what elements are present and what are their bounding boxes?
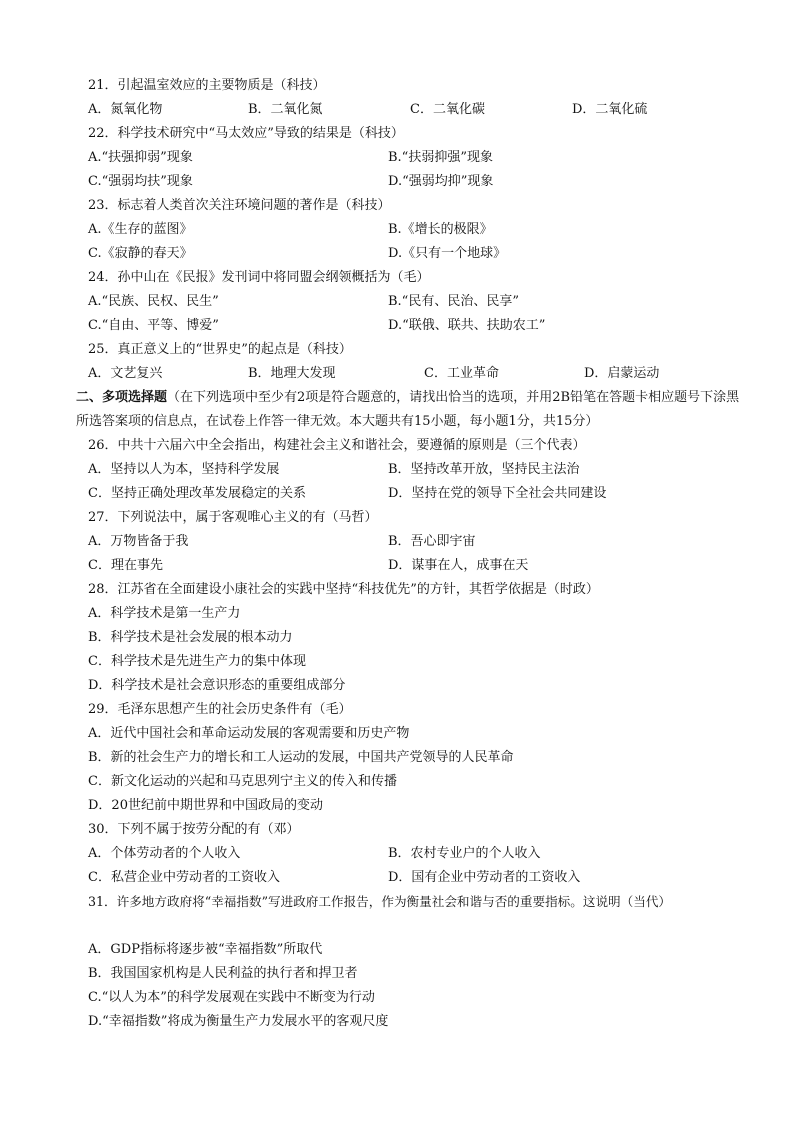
question-31-option-c bbox=[88, 986, 748, 1010]
option-c: C．科学技术是先进生产力的集中体现 bbox=[88, 654, 306, 669]
question-24-options-row2 bbox=[88, 314, 748, 338]
question-22-options-row1 bbox=[88, 146, 748, 170]
option-b: B．坚持改革开放，坚持民主法治 bbox=[388, 462, 580, 477]
question-28-option-d bbox=[88, 674, 748, 698]
question-26-options-row2 bbox=[88, 482, 748, 506]
option-b: B．新的社会生产力的增长和工人运动的发展，中国共产党领导的人民革命 bbox=[88, 750, 514, 765]
question-26-options-row1 bbox=[88, 458, 748, 482]
question-29-option-a bbox=[88, 722, 748, 746]
question-stem: 26．中共十六届六中全会指出，构建社会主义和谐社会，要遵循的原则是（三个代表） bbox=[88, 438, 586, 453]
option-c: C．工业革命 bbox=[424, 366, 499, 381]
question-22-options-row2 bbox=[88, 170, 748, 194]
option-a: A.“民族、民权、民生” bbox=[88, 294, 219, 309]
question-30-options-row2 bbox=[88, 866, 748, 890]
question-31-option-a bbox=[88, 938, 748, 962]
option-c: C．理在事先 bbox=[88, 558, 163, 573]
question-30-stem bbox=[88, 818, 748, 842]
blank-line bbox=[88, 914, 748, 938]
option-a: A．万物皆备于我 bbox=[88, 534, 189, 549]
question-23-options-row1 bbox=[88, 218, 748, 242]
question-30-options-row1 bbox=[88, 842, 748, 866]
option-a: A.《生存的蓝图》 bbox=[88, 222, 193, 237]
question-29-option-c bbox=[88, 770, 748, 794]
option-b: B．吾心即宇宙 bbox=[388, 534, 476, 549]
question-27-options-row1 bbox=[88, 530, 748, 554]
option-d: D．二氧化硫 bbox=[572, 102, 648, 117]
option-d: D．国有企业中劳动者的工资收入 bbox=[388, 870, 581, 885]
option-d: D.“强弱均抑”现象 bbox=[388, 174, 494, 189]
option-c: C.“强弱均扶”现象 bbox=[88, 174, 193, 189]
question-25-stem bbox=[88, 338, 748, 362]
option-b: B.“民有、民治、民享” bbox=[388, 294, 519, 309]
option-c: C．新文化运动的兴起和马克思列宁主义的传入和传播 bbox=[88, 774, 397, 789]
option-c: C．私营企业中劳动者的工资收入 bbox=[88, 870, 280, 885]
option-d: D.“联俄、联共、扶助农工” bbox=[388, 318, 546, 333]
option-d: D．科学技术是社会意识形态的重要组成部分 bbox=[88, 678, 346, 693]
question-stem: 25．真正意义上的“世界史”的起点是（科技） bbox=[88, 342, 352, 357]
section-instructions: （在下列选项中至少有2项是符合题意的，请找出恰当的选项，并用2B铅笔在答题卡相应题号下涂黑所选答案项的信息点，在试卷上作答一律无效。本大题共有15小题，每小题1分，共15分） bbox=[76, 390, 740, 429]
question-29-option-d bbox=[88, 794, 748, 818]
question-stem: 30．下列不属于按劳分配的有（邓） bbox=[88, 822, 300, 837]
option-b: B．地理大发现 bbox=[248, 366, 336, 381]
section-title: 二、多项选择题 bbox=[76, 390, 168, 405]
option-c: C．二氧化碳 bbox=[410, 102, 485, 117]
question-28-option-c bbox=[88, 650, 748, 674]
option-a: A．科学技术是第一生产力 bbox=[88, 606, 241, 621]
question-24-stem bbox=[88, 266, 748, 290]
option-a: A．个体劳动者的个人收入 bbox=[88, 846, 241, 861]
question-28-option-b bbox=[88, 626, 748, 650]
question-24-options-row1 bbox=[88, 290, 748, 314]
question-26-stem bbox=[88, 434, 748, 458]
question-27-options-row2 bbox=[88, 554, 748, 578]
option-c: C.“以人为本”的科学发展观在实践中不断变为行动 bbox=[88, 990, 375, 1005]
option-b: B．二氧化氮 bbox=[248, 102, 323, 117]
section-header bbox=[76, 386, 748, 434]
option-c: C.《寂静的春天》 bbox=[88, 246, 193, 261]
option-b: B.“扶弱抑强”现象 bbox=[388, 150, 493, 165]
option-a: A．近代中国社会和革命运动发展的客观需要和历史产物 bbox=[88, 726, 410, 741]
question-stem: 31．许多地方政府将“幸福指数”写进政府工作报告，作为衡量社会和谐与否的重要指标。这说明（当代） bbox=[88, 894, 672, 909]
option-a: A．GDP指标将逐步被“幸福指数”所取代 bbox=[88, 942, 323, 957]
question-23-stem bbox=[88, 194, 748, 218]
option-b: B．科学技术是社会发展的根本动力 bbox=[88, 630, 293, 645]
option-d: D.“幸福指数”将成为衡量生产力发展水平的客观尺度 bbox=[88, 1014, 389, 1029]
question-21-options bbox=[88, 98, 748, 122]
option-d: D．坚持在党的领导下全社会共同建设 bbox=[388, 486, 607, 501]
question-25-options bbox=[88, 362, 748, 386]
question-27-stem bbox=[88, 506, 748, 530]
option-c: C．坚持正确处理改革发展稳定的关系 bbox=[88, 486, 306, 501]
question-stem: 28．江苏省在全面建设小康社会的实践中坚持“科技优先”的方针，其哲学依据是（时政） bbox=[88, 582, 599, 597]
option-a: A．氮氧化物 bbox=[88, 102, 163, 117]
question-stem: 23．标志着人类首次关注环境问题的著作是（科技） bbox=[88, 198, 391, 213]
question-31-stem bbox=[88, 890, 748, 914]
option-d: D．20世纪前中期世界和中国政局的变动 bbox=[88, 798, 323, 813]
option-a: A．文艺复兴 bbox=[88, 366, 163, 381]
question-31-option-d bbox=[88, 1010, 748, 1034]
option-c: C.“自由、平等、博爱” bbox=[88, 318, 219, 333]
question-stem: 24．孙中山在《民报》发刊词中将同盟会纲领概括为（毛） bbox=[88, 270, 430, 285]
question-29-stem bbox=[88, 698, 748, 722]
option-d: D．谋事在人，成事在天 bbox=[388, 558, 529, 573]
option-d: D.《只有一个地球》 bbox=[388, 246, 507, 261]
option-d: D．启蒙运动 bbox=[584, 366, 660, 381]
question-22-stem bbox=[88, 122, 748, 146]
question-28-option-a bbox=[88, 602, 748, 626]
question-stem: 22．科学技术研究中“马太效应”导致的结果是（科技） bbox=[88, 126, 404, 141]
option-b: B.《增长的极限》 bbox=[388, 222, 493, 237]
question-29-option-b bbox=[88, 746, 748, 770]
option-a: A.“扶强抑弱”现象 bbox=[88, 150, 193, 165]
question-stem: 29．毛泽东思想产生的社会历史条件有（毛） bbox=[88, 702, 352, 717]
exam-content bbox=[76, 74, 748, 1034]
question-stem: 27．下列说法中，属于客观唯心主义的有（马哲） bbox=[88, 510, 378, 525]
question-21-stem bbox=[88, 74, 748, 98]
question-28-stem bbox=[88, 578, 748, 602]
question-stem: 21．引起温室效应的主要物质是（科技） bbox=[88, 78, 326, 93]
option-b: B．我国国家机构是人民利益的执行者和捍卫者 bbox=[88, 966, 358, 981]
question-23-options-row2 bbox=[88, 242, 748, 266]
option-b: B．农村专业户的个人收入 bbox=[388, 846, 541, 861]
question-31-option-b bbox=[88, 962, 748, 986]
option-a: A．坚持以人为本，坚持科学发展 bbox=[88, 462, 280, 477]
